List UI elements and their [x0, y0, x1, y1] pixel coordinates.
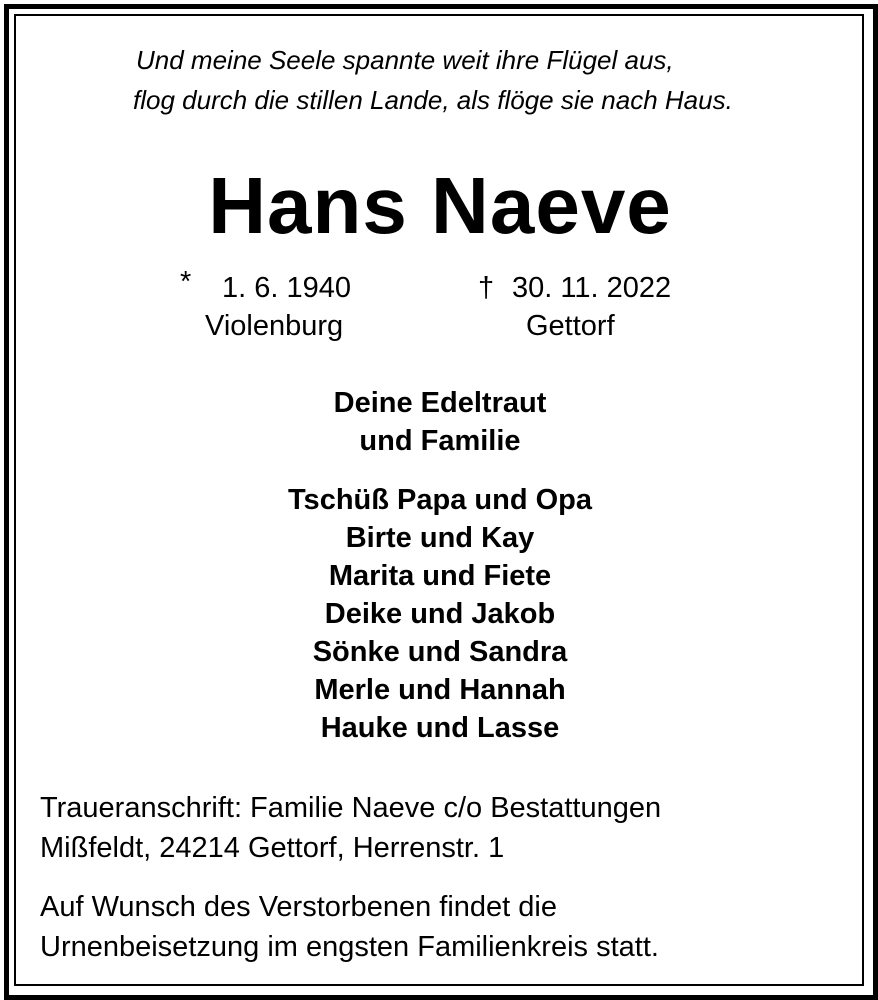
- birth-date: 1. 6. 1940: [222, 272, 351, 304]
- poem-line-2: flog durch die stillen Lande, als flöge sie nach Haus.: [133, 85, 733, 115]
- address-line-1: Traueranschrift: Familie Naeve c/o Bestattungen: [40, 792, 662, 824]
- wish-line-1: Auf Wunsch des Verstorbenen findet die: [40, 891, 557, 923]
- greeting-line-1: Deine Edeltraut: [333, 387, 547, 419]
- family-item: Sönke und Sandra: [312, 636, 568, 668]
- family-item: Birte und Kay: [345, 522, 535, 554]
- death-place: Gettorf: [526, 310, 615, 342]
- family-item: Marita und Fiete: [328, 560, 552, 592]
- family-item: Tschüß Papa und Opa: [288, 484, 592, 516]
- family-item: Merle und Hannah: [314, 674, 566, 706]
- poem-line-1: Und meine Seele spannte weit ihre Flügel aus,: [136, 45, 674, 75]
- birth-star-symbol: *: [180, 266, 192, 298]
- birth-date-line: [180, 268, 351, 308]
- deceased-name: Hans Naeve: [208, 161, 672, 250]
- address-line-2: Mißfeldt, 24214 Gettorf, Herrenstr. 1: [40, 832, 505, 864]
- mourning-address: [40, 788, 661, 868]
- birth-place: Violenburg: [205, 310, 344, 342]
- wish-line-2: Urnenbeisetzung im engsten Familienkreis statt.: [40, 931, 659, 963]
- death-date-line: [478, 268, 671, 308]
- family-item: Deike und Jakob: [324, 598, 556, 630]
- family-list: [0, 481, 878, 747]
- death-date: 30. 11. 2022: [512, 272, 672, 304]
- family-item: Hauke und Lasse: [320, 712, 560, 744]
- death-cross-symbol: †: [478, 272, 495, 304]
- burial-notice: [40, 887, 659, 967]
- mourner-greeting: [0, 384, 878, 460]
- greeting-line-2: und Familie: [359, 425, 521, 457]
